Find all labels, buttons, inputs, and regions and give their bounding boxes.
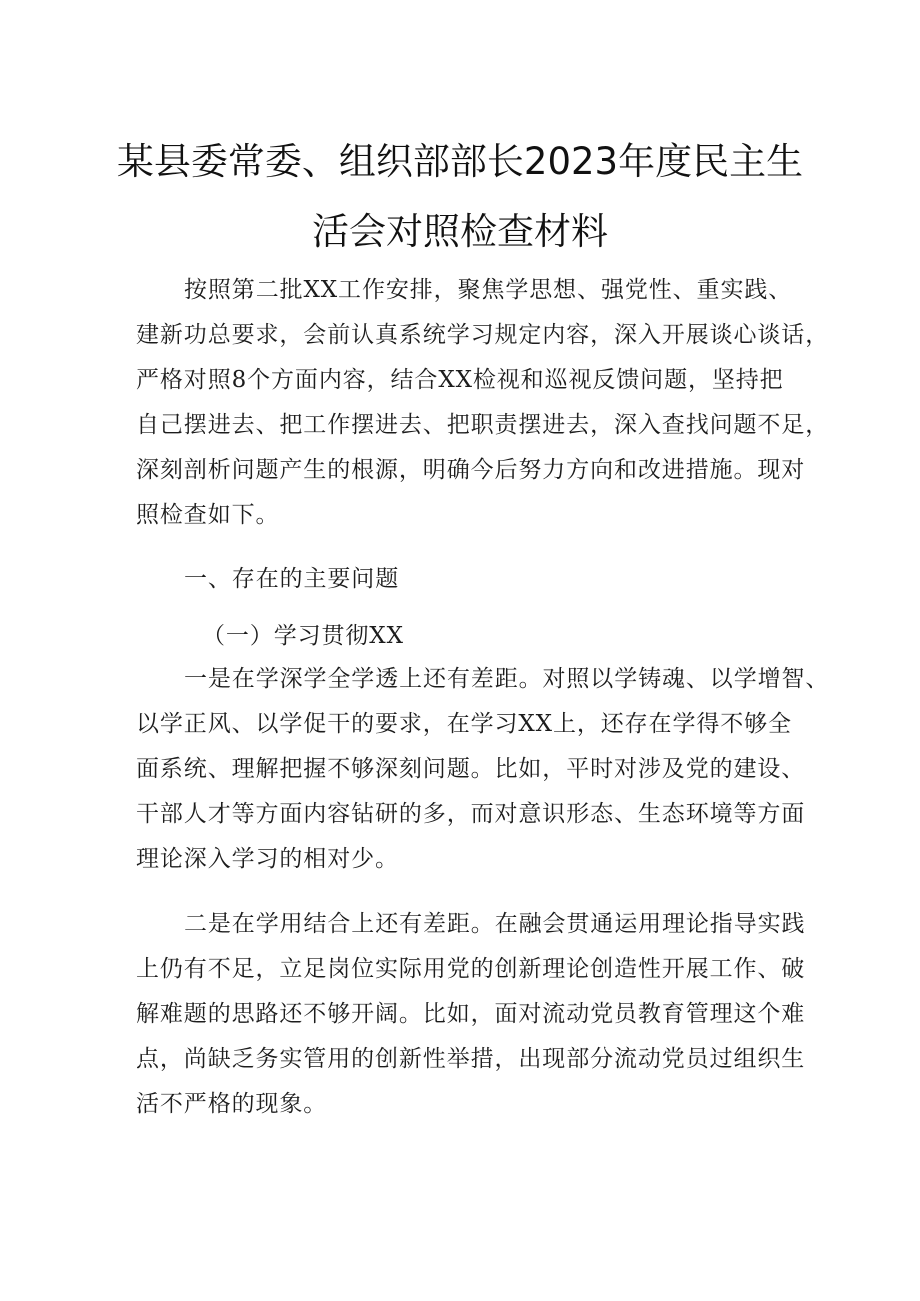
paragraph-line: 面系统、理解把握不够深刻问题。比如，平时对涉及党的建设、: [136, 756, 806, 782]
paragraph-line: 建新功总要求，会前认真系统学习规定内容，深入开展谈心谈话，: [136, 322, 830, 348]
document-title-line-2: 活会对照检查材料: [312, 210, 608, 253]
point-two-paragraph: [136, 902, 806, 1127]
section-heading-text: 一、存在的主要问题: [184, 566, 400, 592]
paragraph-line: 理论深入学习的相对少。: [136, 846, 399, 872]
paragraph-line: 解难题的思路还不够开阔。比如，面对流动党员教育管理这个难: [136, 1001, 806, 1027]
document-title-line-1: 某县委常委、组织部部长2023年度民主生: [116, 140, 804, 183]
paragraph-line: 干部人才等方面内容钻研的多，而对意识形态、生态环境等方面: [136, 801, 806, 827]
paragraph-line: 照检查如下。: [136, 502, 280, 528]
subsection-heading-text: （一）学习贯彻XX: [202, 623, 404, 649]
point-one-paragraph: [136, 657, 830, 882]
paragraph-line: 活不严格的现象。: [136, 1091, 328, 1117]
paragraph-line: 按照第二批XX工作安排，聚焦学思想、强党性、重实践、: [184, 277, 793, 303]
paragraph-line: 自己摆进去、把工作摆进去、把职责摆进去，深入查找问题不足，: [136, 412, 830, 438]
paragraph-line: 上仍有不足，立足岗位实际用党的创新理论创造性开展工作、破: [136, 956, 806, 982]
subsection-heading: [136, 614, 806, 659]
paragraph-line: 一是在学深学全学透上还有差距。对照以学铸魂、以学增智、: [184, 666, 830, 692]
paragraph-line: 严格对照8个方面内容，结合XX检视和巡视反馈问题，坚持把: [136, 367, 784, 393]
paragraph-line: 以学正风、以学促干的要求，在学习XX上，还存在学得不够全: [136, 711, 792, 737]
section-heading: [136, 557, 806, 602]
paragraph-line: 点，尚缺乏务实管用的创新性举措，出现部分流动党员过组织生: [136, 1046, 806, 1072]
paragraph-line: 二是在学用结合上还有差距。在融会贯通运用理论指导实践: [184, 911, 806, 937]
paragraph-line: 深刻剖析问题产生的根源，明确今后努力方向和改进措施。现对: [136, 457, 806, 483]
intro-paragraph: [136, 268, 830, 538]
